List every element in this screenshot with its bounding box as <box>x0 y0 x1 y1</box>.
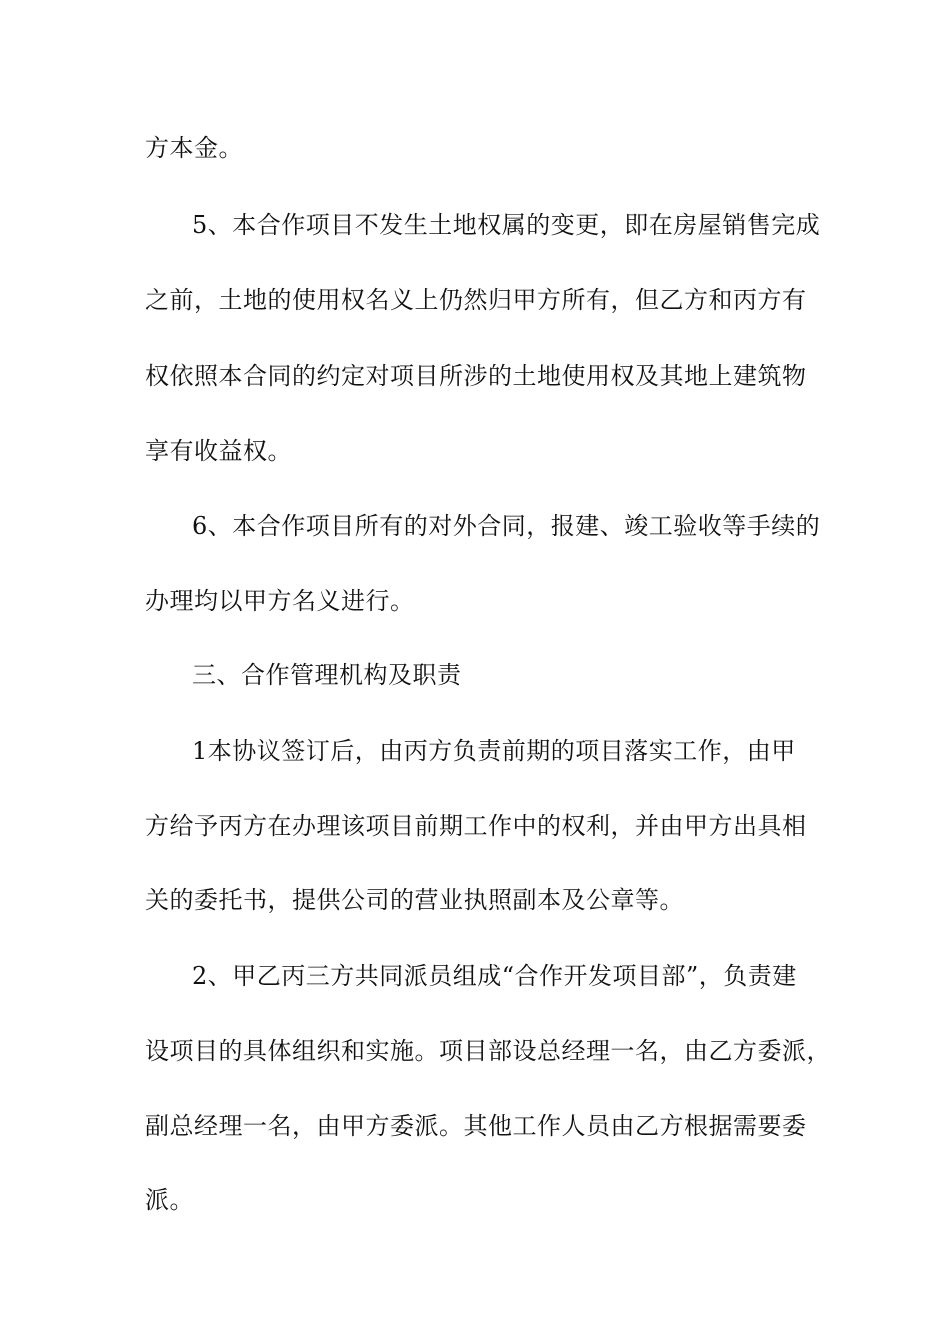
text-line: 设项目的具体组织和实施。项目部设总经理一名，由乙方委派， <box>145 1037 831 1065</box>
text-line: 方给予丙方在办理该项目前期工作中的权利，并由甲方出具相 <box>145 812 807 840</box>
text-line: 之前，土地的使用权名义上仍然归甲方所有，但乙方和丙方有 <box>145 286 807 314</box>
text-line: 派。 <box>145 1186 194 1214</box>
text-line: 关的委托书，提供公司的营业执照副本及公章等。 <box>145 886 684 914</box>
paragraph-start: 6、本合作项目所有的对外合同，报建、竣工验收等手续的 <box>192 512 821 540</box>
paragraph-start: 1本协议签订后，由丙方负责前期的项目落实工作，由甲 <box>192 737 796 765</box>
text-line: 办理均以甲方名义进行。 <box>145 587 415 615</box>
paragraph-start: 2、甲乙丙三方共同派员组成“合作开发项目部”，负责建 <box>192 962 797 990</box>
paragraph-start: 5、本合作项目不发生土地权属的变更，即在房屋销售完成 <box>192 211 821 239</box>
text-line: 权依照本合同的约定对项目所涉的土地使用权及其地上建筑物 <box>145 362 807 390</box>
section-heading: 三、合作管理机构及职责 <box>192 661 462 689</box>
text-line: 方本金。 <box>145 134 243 162</box>
text-line: 副总经理一名，由甲方委派。其他工作人员由乙方根据需要委 <box>145 1112 807 1140</box>
text-line: 享有收益权。 <box>145 437 292 465</box>
